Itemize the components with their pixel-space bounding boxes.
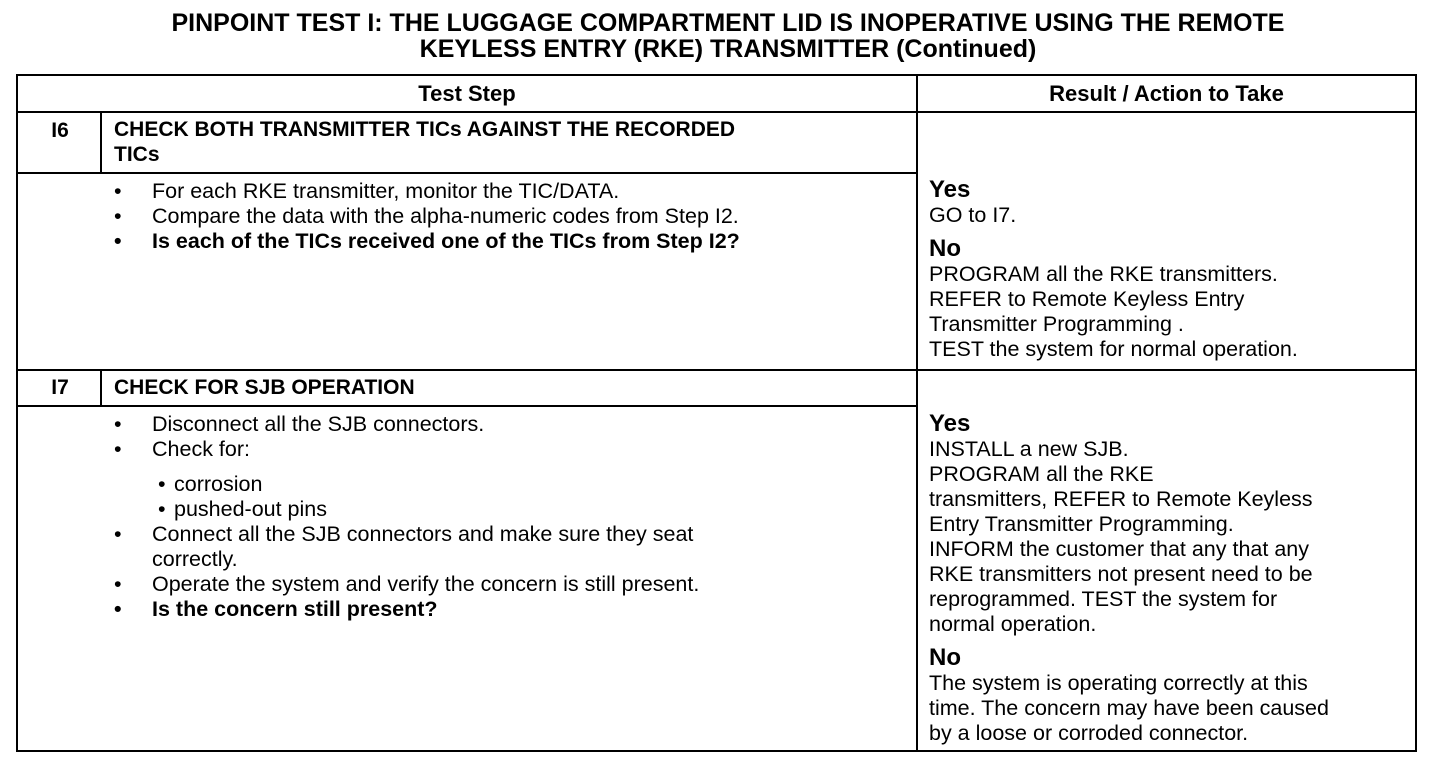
bullet-icon: • — [114, 522, 122, 546]
page-title — [0, 10, 1456, 62]
title-line-2: KEYLESS ENTRY (RKE) TRANSMITTER (Continued) — [419, 35, 1037, 63]
i7-title-divider — [18, 405, 916, 407]
bullet-icon: • — [114, 572, 122, 596]
step-i7-bullets — [114, 412, 699, 622]
title-line-1: PINPOINT TEST I: THE LUGGAGE COMPARTMENT LID IS INOPERATIVE USING THE REMOTE — [171, 9, 1285, 37]
step-i6-bullets — [114, 179, 740, 254]
list-item-continuation: correctly. — [152, 547, 238, 571]
step-i7-yes-line: reprogrammed. TEST the system for — [929, 587, 1278, 611]
step-i6-no-line: Transmitter Programming . — [929, 312, 1184, 336]
step-i6-result — [929, 177, 1298, 362]
step-i7-yes-line: RKE transmitters not present need to be — [929, 562, 1313, 586]
list-item: • For each RKE transmitter, monitor the TIC/DATA. — [114, 179, 620, 203]
step-i7-title: CHECK FOR SJB OPERATION — [114, 376, 415, 399]
bullet-icon: • — [114, 179, 122, 203]
step-i7-yes-line: transmitters, REFER to Remote Keyless — [929, 487, 1313, 511]
sub-list-item: • pushed-out pins — [158, 497, 327, 521]
step-i7-no-line: by a loose or corroded connector. — [929, 721, 1249, 745]
step-i7-no-label: No — [929, 644, 961, 671]
step-i7-yes-line: Entry Transmitter Programming. — [929, 512, 1234, 536]
i6-title-divider — [18, 172, 916, 174]
step-i6-yes-label: Yes — [929, 176, 971, 203]
bullet-icon: • — [114, 437, 122, 461]
list-item-question: • Is the concern still present? — [114, 597, 438, 621]
bullet-icon: • — [158, 497, 166, 521]
step-i6-yes-line: GO to I7. — [929, 203, 1017, 227]
step-i7-id: I7 — [51, 376, 69, 399]
list-item-question: • Is each of the TICs received one of the TICs from Step I2? — [114, 229, 740, 253]
step-i6-title — [114, 117, 735, 167]
sub-list-item: • corrosion — [158, 472, 263, 496]
header-test-step: Test Step — [418, 81, 516, 106]
step-i6-title-line-1: CHECK BOTH TRANSMITTER TICs AGAINST THE RECORDED — [114, 118, 736, 141]
header-result: Result / Action to Take — [1049, 81, 1284, 106]
bullet-icon: • — [114, 229, 122, 253]
bullet-icon: • — [114, 204, 122, 228]
pinpoint-test-table — [16, 74, 1417, 752]
step-i7-yes-line: INSTALL a new SJB. — [929, 437, 1129, 461]
bullet-icon: • — [158, 472, 166, 496]
step-i7-yes-line: INFORM the customer that any that any — [929, 537, 1309, 561]
bullet-icon: • — [114, 597, 122, 621]
list-item: • Connect all the SJB connectors and make sure they seat — [114, 522, 694, 546]
step-i6-no-line: REFER to Remote Keyless Entry — [929, 287, 1245, 311]
list-item: • Check for: — [114, 437, 250, 461]
step-i6-no-line: TEST the system for normal operation. — [929, 337, 1298, 361]
list-item: • Operate the system and verify the concern is still present. — [114, 572, 700, 596]
row-divider — [18, 369, 1415, 371]
step-i6-title-line-2: TICs — [114, 143, 160, 166]
step-i7-yes-line: PROGRAM all the RKE — [929, 462, 1154, 486]
step-i6-no-label: No — [929, 235, 961, 262]
bullet-icon: • — [114, 412, 122, 436]
step-i6-id: I6 — [51, 119, 69, 142]
list-item: • Compare the data with the alpha-numeric codes from Step I2. — [114, 204, 739, 228]
header-divider — [18, 111, 1415, 113]
step-i7-result — [929, 411, 1329, 746]
step-i7-no-line: time. The concern may have been caused — [929, 696, 1329, 720]
list-item: • Disconnect all the SJB connectors. — [114, 412, 485, 436]
step-i7-yes-label: Yes — [929, 410, 971, 437]
step-i7-yes-line: normal operation. — [929, 612, 1097, 636]
step-i6-no-line: PROGRAM all the RKE transmitters. — [929, 262, 1278, 286]
step-i7-no-line: The system is operating correctly at this — [929, 671, 1308, 695]
column-divider — [916, 76, 918, 750]
